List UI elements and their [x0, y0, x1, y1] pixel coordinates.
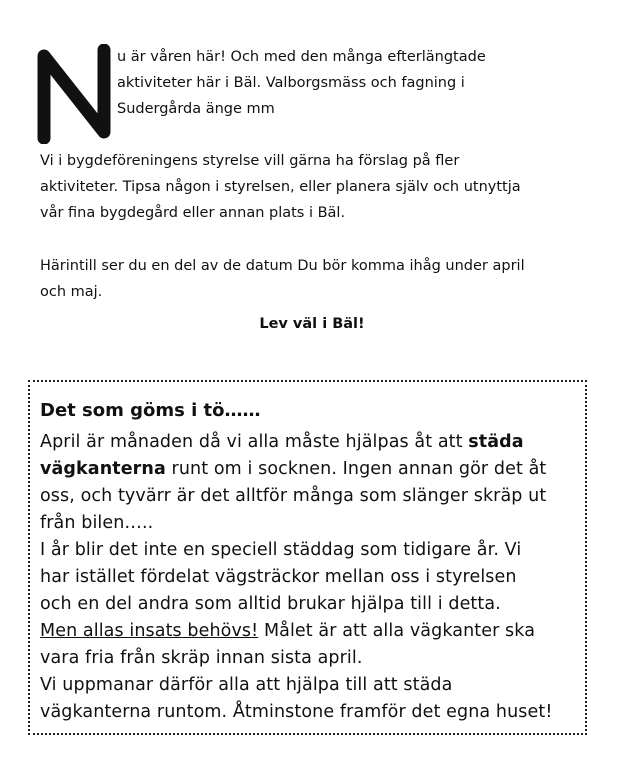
- box-line-1: [40, 432, 524, 452]
- box-line-10: Vi uppmanar därför alla att hjälpa till att städa: [40, 675, 453, 695]
- box-line-8-underlined: Men allas insats behövs!: [40, 621, 259, 641]
- box-line-3: oss, och tyvärr är det alltför många som slänger skräp ut: [40, 486, 547, 506]
- box-line-7: och en del andra som alltid brukar hjälpa till i detta.: [40, 594, 501, 614]
- box-line-4: från bilen…..: [40, 513, 154, 533]
- box-line-2-text: runt om i socknen. Ingen annan gör det åt: [165, 459, 547, 479]
- box-line-1-bold: städa: [468, 432, 524, 452]
- intro-line-3: Sudergårda änge mm: [117, 101, 275, 117]
- intro-line-1: u är våren här! Och med den många efterlängtade: [117, 49, 486, 65]
- box-line-5: I år blir det inte en speciell städdag som tidigare år. Vi: [40, 540, 522, 560]
- para2-line-1: Vi i bygdeföreningens styrelse vill gärna ha förslag på fler: [40, 153, 460, 169]
- signoff: Lev väl i Bäl!: [259, 316, 365, 332]
- box-line-1-text: April är månaden då vi alla måste hjälpas åt att: [40, 432, 469, 452]
- box-title: Det som göms i tö……: [40, 400, 261, 421]
- drop-cap-n: [32, 44, 116, 144]
- para3-line-1: Härintill ser du en del av de datum Du bör komma ihåg under april: [40, 258, 525, 274]
- para3-line-2: och maj.: [40, 284, 103, 300]
- para2-line-3: vår fina bygdegård eller annan plats i Bäl.: [40, 205, 346, 221]
- box-line-6: har istället fördelat vägsträckor mellan oss i styrelsen: [40, 567, 517, 587]
- box-line-9: vara fria från skräp innan sista april.: [40, 648, 363, 668]
- intro-line-2: aktiviteter här i Bäl. Valborgsmäss och fagning i: [117, 75, 465, 91]
- box-line-8: [40, 621, 535, 641]
- box-line-2: [40, 459, 546, 479]
- box-line-2-bold: vägkanterna: [40, 459, 166, 479]
- box-line-11: vägkanterna runtom. Åtminstone framför det egna huset!: [40, 702, 553, 722]
- para2-line-2: aktiviteter. Tipsa någon i styrelsen, eller planera själv och utnyttja: [40, 179, 521, 195]
- box-line-8-text: Målet är att alla vägkanter ska: [258, 621, 536, 641]
